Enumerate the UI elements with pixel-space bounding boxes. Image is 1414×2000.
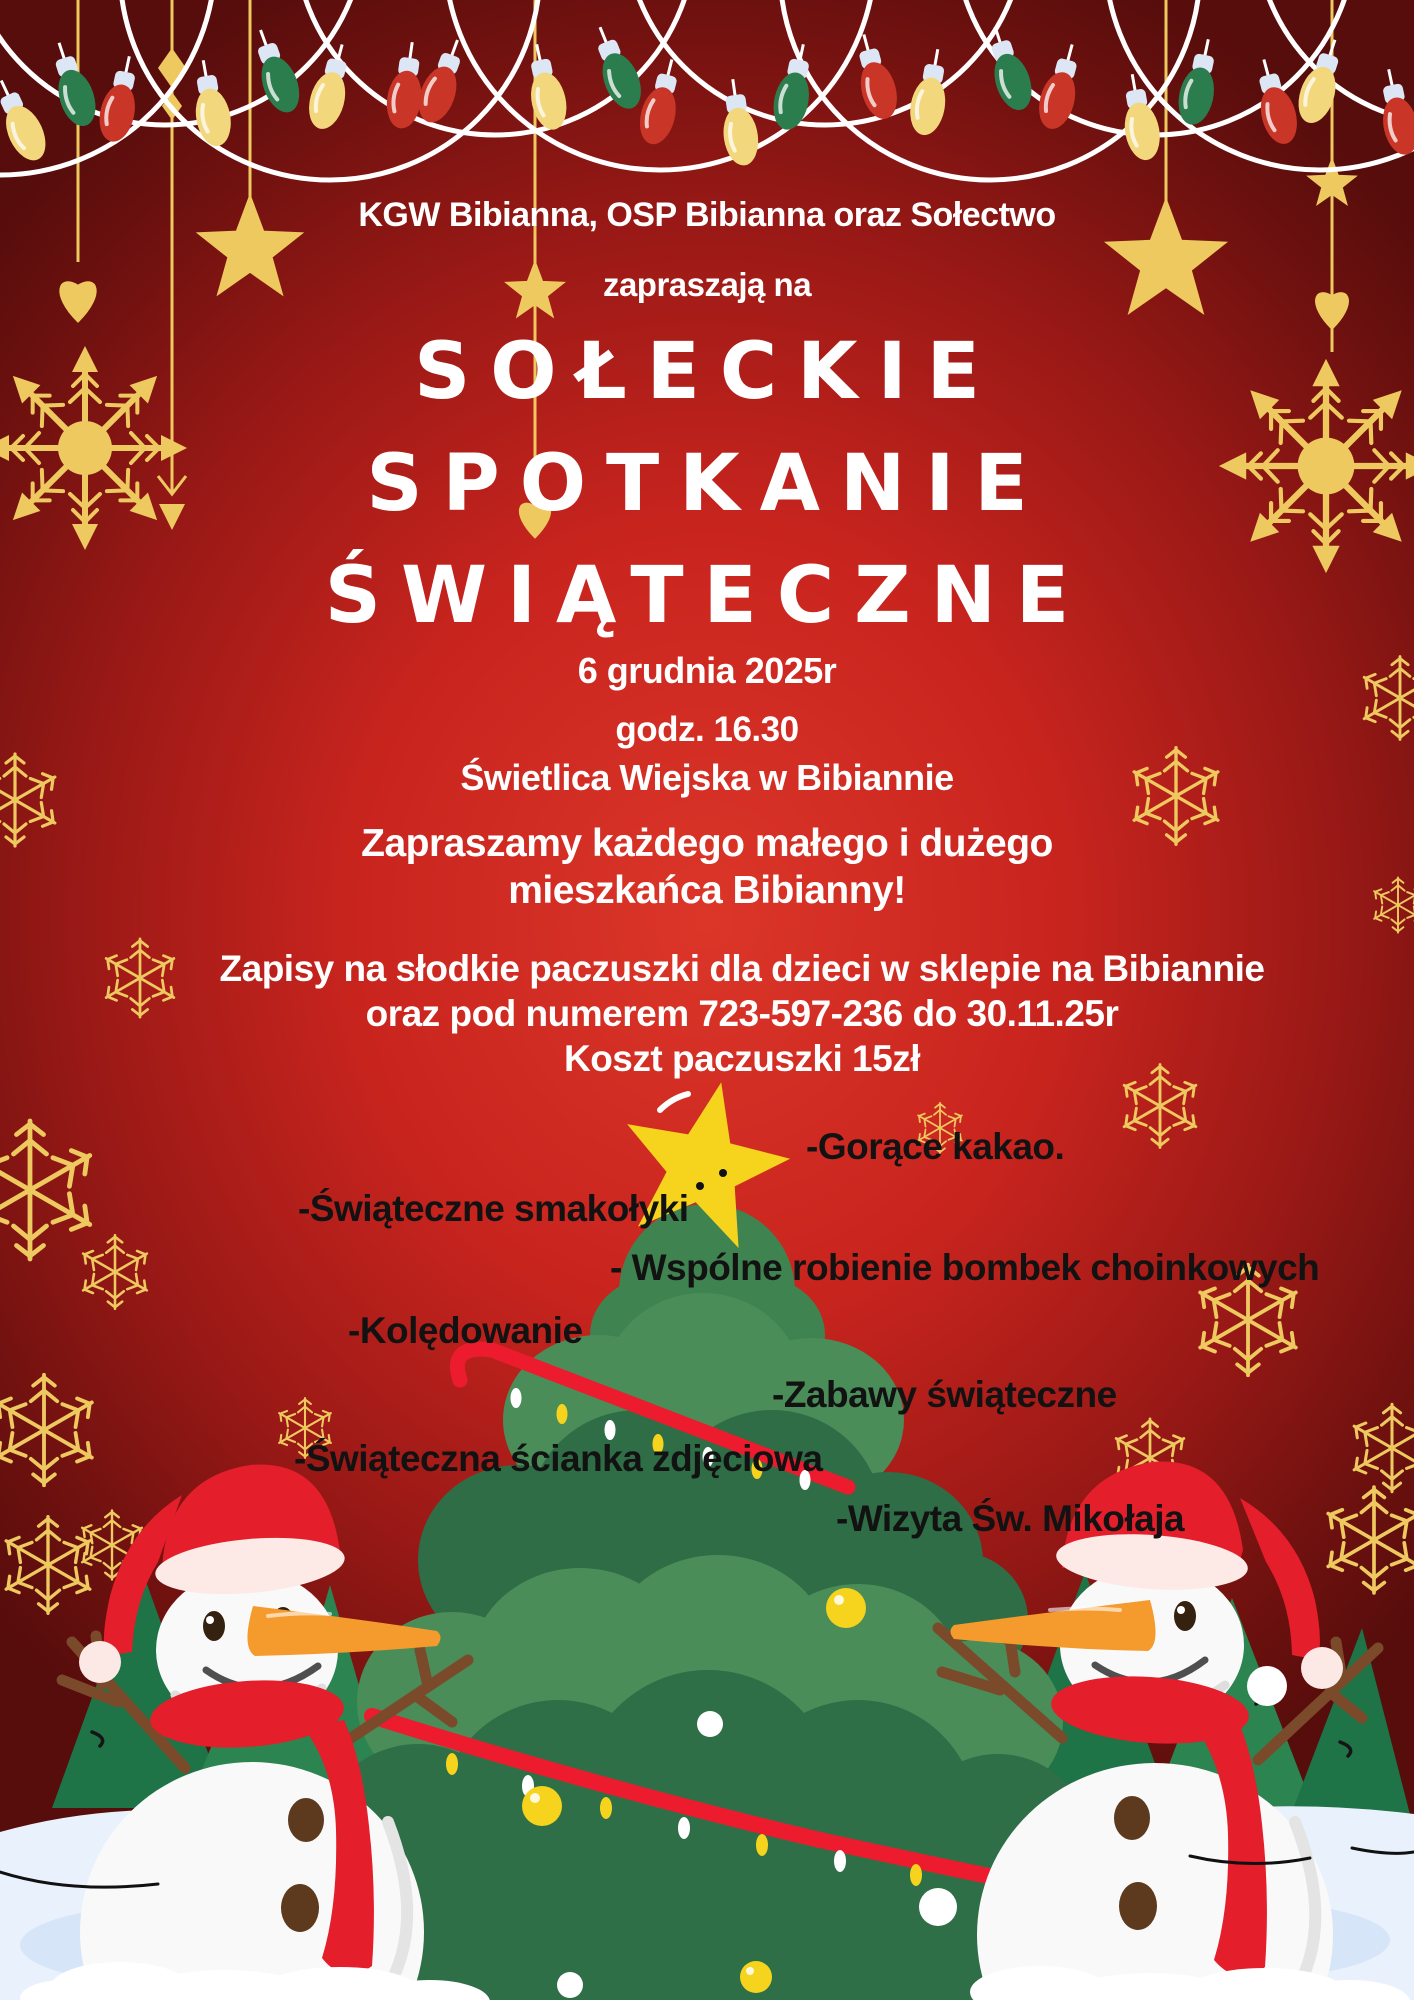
welcome-line1: Zapraszamy każdego małego i dużego bbox=[361, 822, 1053, 865]
event-title-line3: ŚWIĄTECZNE bbox=[324, 551, 1090, 641]
activity-item-caroling: -Kolędowanie bbox=[348, 1310, 583, 1351]
activity-item-games: -Zabawy świąteczne bbox=[772, 1374, 1117, 1415]
light-bulb-icon bbox=[1247, 55, 1302, 148]
event-venue: Świetlica Wiejska w Bibiannie bbox=[460, 757, 954, 798]
signup-line2: oraz pod numerem 723-597-236 do 30.11.25r bbox=[365, 993, 1119, 1034]
event-time: godz. 16.30 bbox=[615, 710, 799, 749]
light-bulb-icon bbox=[584, 21, 648, 114]
event-title-line1: SOŁECKIE bbox=[414, 327, 1000, 417]
event-date: 6 grudnia 2025r bbox=[577, 650, 837, 691]
diamond-ornament-icon bbox=[158, 48, 186, 88]
light-bulb-icon bbox=[95, 53, 146, 145]
signup-line3: Koszt paczuszki 15zł bbox=[563, 1038, 920, 1079]
light-bulb-icon bbox=[906, 46, 955, 138]
event-title bbox=[0, 316, 1414, 652]
activity-item-photo-wall: -Świąteczna ścianka zdjęciowa bbox=[294, 1438, 823, 1479]
invitation-line: zapraszają na bbox=[602, 266, 812, 303]
signup-info bbox=[70, 946, 1414, 1081]
light-bulb-icon bbox=[769, 41, 820, 133]
welcome-line2: mieszkańca Bibianny! bbox=[508, 869, 906, 912]
light-bulb-icon bbox=[520, 41, 571, 133]
welcome-message bbox=[0, 820, 1414, 914]
light-bulb-icon bbox=[1174, 36, 1225, 128]
light-bulb-icon bbox=[1115, 71, 1164, 163]
activity-item-santa-visit: -Wizyta Św. Mikołaja bbox=[836, 1498, 1185, 1539]
light-bulb-icon bbox=[303, 40, 358, 133]
light-bulb-icon bbox=[186, 57, 235, 149]
activity-item-bauble-making: - Wspólne robienie bombek choinkowych bbox=[610, 1247, 1320, 1288]
light-bulb-icon bbox=[979, 22, 1038, 115]
activity-item-treats: -Świąteczne smakołyki bbox=[298, 1188, 689, 1229]
event-title-line2: SPOTKANIE bbox=[366, 439, 1048, 529]
activity-item-hot-cocoa: -Gorące kakao. bbox=[806, 1126, 1065, 1167]
organizer-line: KGW Bibianna, OSP Bibianna oraz Sołectwo bbox=[358, 196, 1056, 234]
light-bulb-icon bbox=[716, 77, 762, 168]
signup-line1: Zapisy na słodkie paczuszki dla dzieci w sklepie na Bibiannie bbox=[219, 948, 1265, 989]
light-bulb-icon bbox=[43, 38, 102, 131]
